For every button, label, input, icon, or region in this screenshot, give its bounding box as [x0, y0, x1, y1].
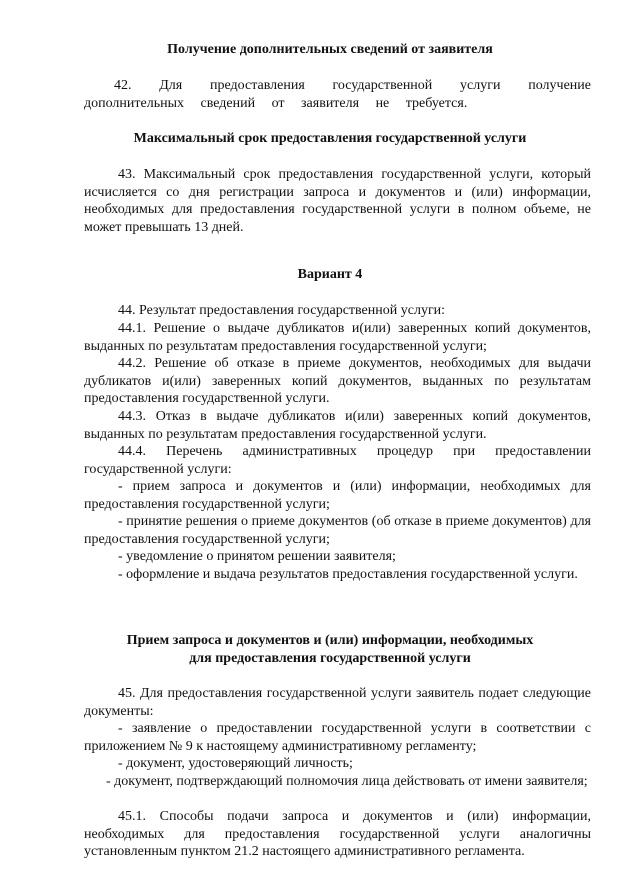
- paragraph-45: 45. Для предоставления государственной услуги заявитель подает следующие документы:: [84, 686, 591, 719]
- paragraph-44-1: 44.1. Решение о выдаче дубликатов и(или) заверенных копий документов, выданных по результатам предоставления государственной услуги;: [84, 321, 591, 354]
- paragraph-44-4: 44.4. Перечень административных процедур при предоставлении государственной услуги:: [84, 444, 591, 477]
- list-item-45-b: - документ, удостоверяющий личность;: [118, 756, 353, 771]
- heading-request-reception-line2: для предоставления государственной услуги: [189, 651, 471, 666]
- list-item-44-4-d: - оформление и выдача результатов предоставления государственной услуги.: [118, 567, 578, 582]
- heading-additional-info: Получение дополнительных сведений от заявителя: [167, 42, 493, 57]
- list-item-45-a: - заявление о предоставлении государственной услуги в соответствии с приложением № 9 к настоящему административному регламенту;: [84, 721, 591, 754]
- paragraph-44: 44. Результат предоставления государственной услуги:: [118, 303, 446, 318]
- heading-variant-4: Вариант 4: [297, 267, 363, 282]
- paragraph-44-3: 44.3. Отказ в выдаче дубликатов и(или) заверенных копий документов, выданных по результатам предоставления государственной услуги.: [84, 409, 591, 442]
- paragraph-45-1: 45.1. Способы подачи запроса и документов и (или) информации, необходимых для предоставления государственной услуги аналогичны установленным пунктом 21.2 настоящего административного регламента.: [84, 809, 591, 859]
- heading-max-term: Максимальный срок предоставления государственной услуги: [133, 131, 527, 146]
- list-item-44-4-a: - прием запроса и документов и (или) информации, необходимых для предоставления государственной услуги;: [84, 479, 591, 512]
- list-item-44-4-c: - уведомление о принятом решении заявителя;: [118, 549, 396, 564]
- list-item-44-4-b: - принятие решения о приеме документов (об отказе в приеме документов) для предоставления государственной услуги;: [84, 514, 591, 547]
- list-item-45-c: - документ, подтверждающий полномочия лица действовать от имени заявителя;: [106, 774, 588, 789]
- paragraph-44-2: 44.2. Решение об отказе в приеме документов, необходимых для выдачи дубликатов и(или) заверенных копий документов, выданных по результатам предоставления государственной услуги.: [84, 356, 591, 406]
- paragraph-42: 42. Для предоставления государственной услуги получение дополнительных сведений от заявителя не требуется.: [84, 78, 591, 111]
- heading-request-reception-line1: Прием запроса и документов и (или) информации, необходимых: [126, 633, 534, 648]
- paragraph-43: 43. Максимальный срок предоставления государственной услуги, который исчисляется со дня регистрации запроса и документов и (или) информации, необходимых для предоставления государственной услуги в полном объеме, не может превышать 13 дней.: [84, 167, 591, 235]
